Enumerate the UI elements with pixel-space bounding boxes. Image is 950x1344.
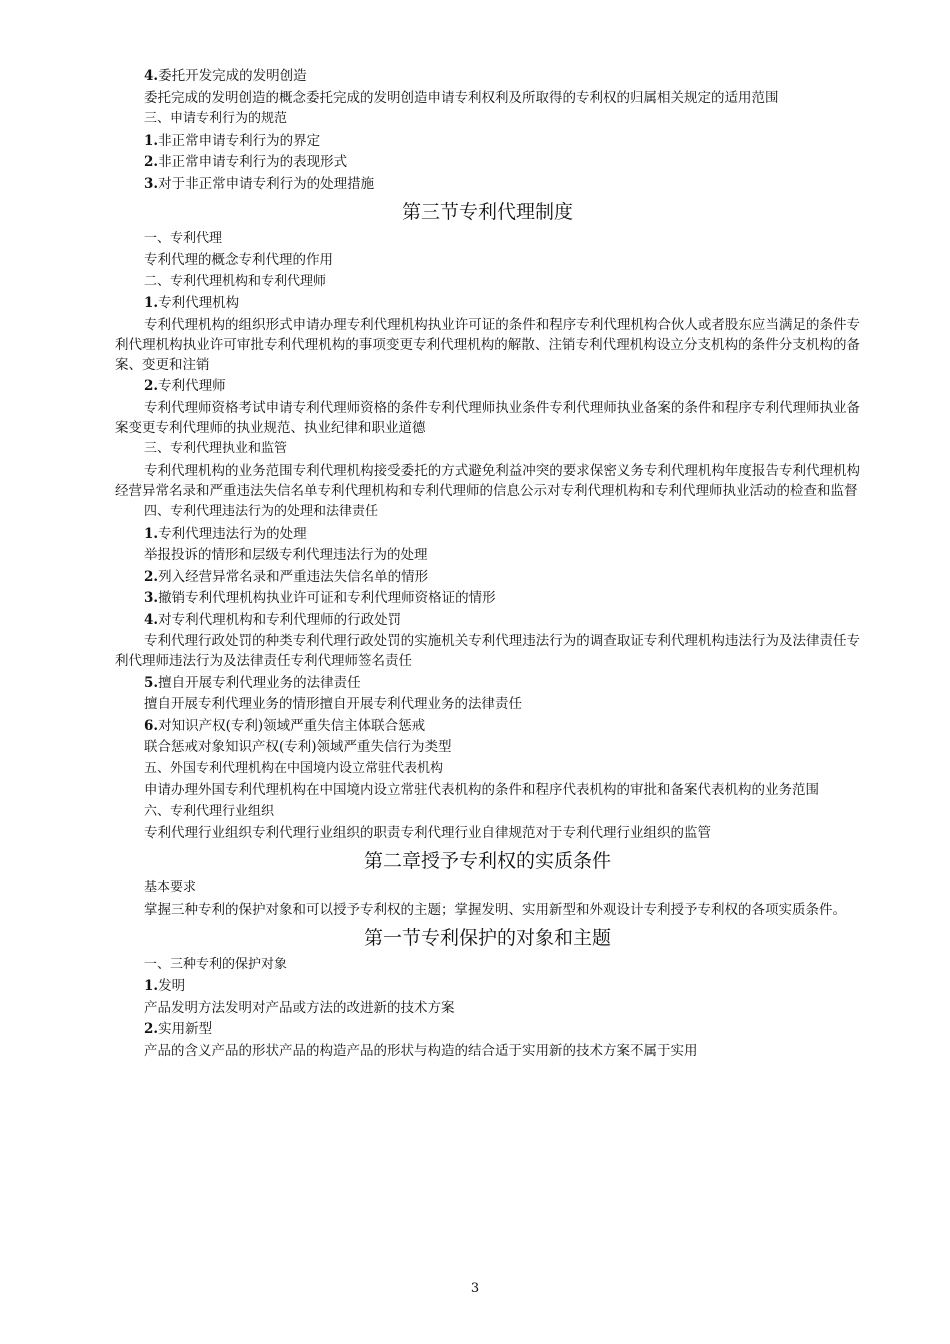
item-text: 委托开发完成的发明创造: [158, 68, 307, 84]
section-title: 第二章授予专利权的实质条件: [363, 850, 611, 872]
numbered-item: [115, 524, 860, 544]
item-number: 3.: [144, 175, 159, 192]
item-number: 1.: [144, 295, 159, 311]
numbered-item: [115, 1019, 860, 1039]
subheading: 三、申请专利行为的规范: [144, 111, 288, 126]
numbered-item: [115, 567, 860, 587]
subheading: 五、外国专利代理机构在中国境内设立常驻代表机构: [144, 760, 444, 776]
numbered-item: [115, 152, 860, 172]
numbered-item: [115, 66, 860, 86]
text-line: 产品的含义产品的形状产品的构造产品的形状与构造的结合适于实用新的技术方案不属于实用: [144, 1042, 698, 1059]
item-text: 对知识产权(专利)领域严重失信主体联合惩戒: [158, 717, 426, 734]
subheading: 四、专利代理违法行为的处理和法律责任: [144, 504, 379, 519]
text-line: 联合惩戒对象知识产权(专利)领域严重失信行为类型: [144, 739, 452, 755]
item-text: 列入经营异常名录和严重违法失信名单的情形: [158, 568, 429, 585]
item-text: 实用新型: [158, 1021, 213, 1037]
item-number: 2.: [144, 378, 159, 394]
item-number: 1.: [144, 978, 159, 994]
paragraph: 掌握三种专利的保护对象和可以授予专利权的主题；掌握发明、实用新型和外观设计专利授予专利权的各项实质条件。: [144, 901, 846, 918]
item-text: 发明: [158, 978, 186, 994]
item-number: 1.: [144, 132, 159, 149]
item-text: 撤销专利代理机构执业许可证和专利代理师资格证的情形: [158, 590, 496, 606]
numbered-item: [115, 293, 860, 313]
text-line: 专利代理行业组织专利代理行业组织的职责专利代理行业自律规范对于专利代理行业组织的监管: [144, 825, 711, 841]
numbered-item: [115, 976, 860, 996]
document-page: [115, 66, 860, 1062]
item-number: 2.: [144, 1021, 159, 1037]
item-text: 专利代理机构: [158, 295, 240, 311]
text-line: 擅自开展专利代理业务的情形擅自开展专利代理业务的法律责任: [144, 696, 522, 712]
paragraph: 申请办理外国专利代理机构在中国境内设立常驻代表机构的条件和程序代表机构的审批和备案代表机构的业务范围: [144, 782, 819, 798]
item-number: 6.: [144, 717, 159, 734]
section-title: 第三节专利代理制度: [401, 200, 573, 223]
subheading: 一、专利代理: [144, 230, 223, 246]
text-line: 产品发明方法发明对产品或方法的改进新的技术方案: [144, 999, 455, 1016]
item-number: 5.: [144, 674, 159, 691]
section-title: 第一节专利保护的对象和主题: [363, 926, 611, 949]
item-number: 4.: [144, 68, 159, 84]
numbered-item: [115, 588, 860, 608]
paragraph: 专利代理行政处罚的种类专利代理行政处罚的实施机关专利代理违法行为的调查取证专利代理机构违法行为及法律责任专利代理师违法行为及法律责任专利代理师签名责任: [115, 633, 860, 669]
item-text: 专利代理师: [158, 378, 226, 394]
subheading: 三、专利代理执业和监管: [144, 441, 288, 456]
subheading: 一、三种专利的保护对象: [144, 956, 288, 972]
text-line: 举报投诉的情形和层级专利代理违法行为的处理: [144, 547, 428, 563]
subheading: 二、专利代理机构和专利代理师: [144, 273, 327, 289]
item-number: 1.: [144, 525, 159, 542]
numbered-item: [115, 376, 860, 396]
item-text: 擅自开展专利代理业务的法律责任: [158, 674, 361, 691]
numbered-item: [115, 673, 860, 693]
subheading: 基本要求: [144, 880, 197, 895]
item-text: 非正常申请专利行为的表现形式: [158, 154, 348, 170]
numbered-item: [115, 174, 860, 194]
item-number: 2.: [144, 568, 159, 585]
item-text: 对专利代理机构和专利代理师的行政处罚: [158, 611, 402, 628]
numbered-item: [115, 610, 860, 630]
paragraph: 专利代理机构的业务范围专利代理机构接受委托的方式避免利益冲突的要求保密义务专利代理机构年度报告专利代理机构经营异常名录和严重违法失信名单专利代理机构和专利代理师的信息公示对专利代理机构和专利代理师执业活动的检查和监督: [115, 462, 860, 499]
numbered-item: [115, 131, 860, 151]
item-text: 专利代理违法行为的处理: [158, 525, 307, 542]
paragraph: 委托完成的发明创造的概念委托完成的发明创造申请专利权利及所取得的专利权的归属相关规定的适用范围: [144, 89, 779, 106]
item-text: 对于非正常申请专利行为的处理措施: [158, 175, 375, 192]
item-text: 非正常申请专利行为的界定: [158, 132, 321, 149]
item-number: 2.: [144, 154, 159, 170]
paragraph: 专利代理机构的组织形式申请办理专利代理机构执业许可证的条件和程序专利代理机构合伙人或者股东应当满足的条件专利代理机构执业许可审批专利代理机构的事项变更专利代理机构的解散、注销专利代理机构设立分支机构的条件分支机构的备案、变更和注销: [115, 316, 860, 373]
numbered-item: [115, 716, 860, 736]
page-number: 3: [470, 1281, 480, 1296]
text-line: 专利代理的概念专利代理的作用: [144, 252, 333, 268]
paragraph: 专利代理师资格考试申请专利代理师资格的条件专利代理师执业条件专利代理师执业备案的条件和程序专利代理师执业备案变更专利代理师的执业规范、执业纪律和职业道德: [115, 399, 860, 436]
item-number: 3.: [144, 590, 159, 606]
subheading: 六、专利代理行业组织: [144, 803, 275, 819]
item-number: 4.: [144, 611, 159, 628]
